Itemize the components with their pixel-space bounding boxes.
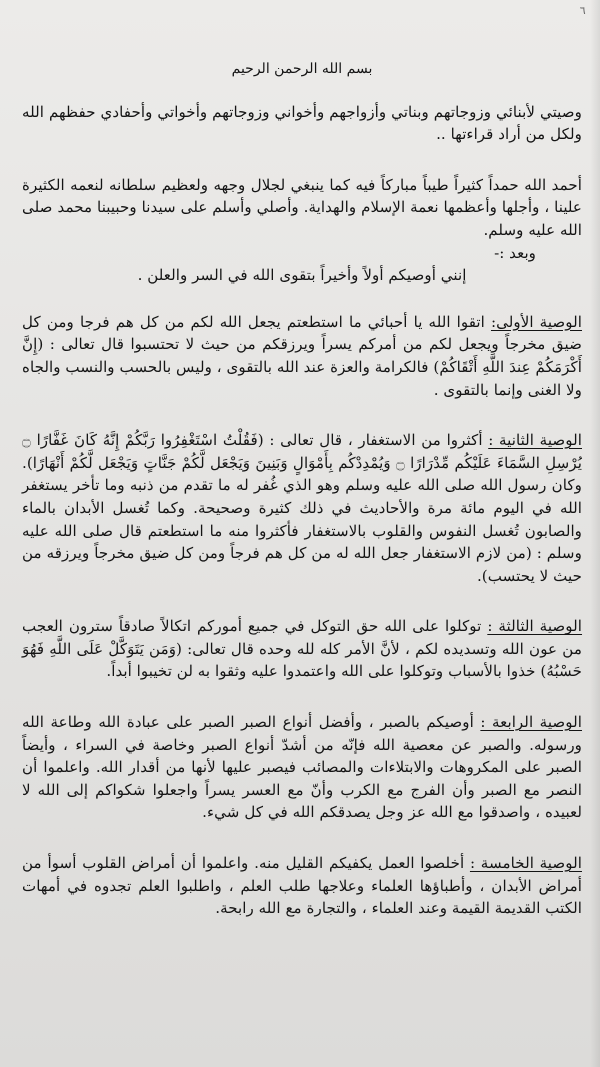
will-text	[22, 58, 582, 948]
advice-3	[22, 615, 582, 683]
wabaad-line: وبعد :-	[494, 243, 536, 262]
praise-text: أحمد الله حمداً كثيراً طيباً مباركاً فيه كما ينبغي لجلال وجهه ولعظيم سلطانه لنعمه الكثيرة علينا ، وأجلها وأعظمها نعمة الإسلام والهداية. وأصلي وأسلم على سيدنا وحبيبنا محمد صلى الله عليه وسلم.	[22, 175, 582, 239]
advice-text: أخلصوا العمل يكفيكم القليل منه. واعلموا أن أمراض القلوب أسوأ من أمراض الأبدان ، وأطباؤها العلماء وعلاجها طلب العلم ، واطلبوا العلم تجدوه في أمهات الكتب القديمة القيمة وعند العلماء ، والتجارة مع الله رابحة.	[22, 854, 582, 918]
page-number: ٦	[579, 4, 586, 17]
praise-paragraph	[22, 174, 582, 242]
advice-text: اتقوا الله يا أحبائي ما استطعتم يجعل الله لكم من كل هم فرجا ومن كل ضيق مخرجاً ويجعل لكم من أمركم يسراً ويرزقكم من حيث لا تحتسبوا قال تعالى : (إِنَّ أَكْرَمَكُمْ عِندَ اللَّهِ أَتْقَاكُمْ) فالكرامة والعزة عند الله بالتقوى ، وليس بالحسب والنسب والجاه ولا الغنى وإنما بالتقوى .	[22, 312, 582, 399]
page-edge-shadow	[590, 0, 600, 1067]
intro-text: وصيتي لأبنائي وزوجاتهم وبناتي وأزواجهم وأخواني وزوجاتهم وأخواتي وأحفادي حفظهم الله ولكل من أراد قراءتها ..	[22, 102, 582, 144]
intro-paragraph	[22, 101, 582, 146]
advice-text: أوصيكم بالصبر ، وأفضل أنواع الصبر الصبر على عبادة الله وطاعة الله ورسوله. والصبر عن معصية الله فإنّه من أشدّ أنواع الصبر وخاصة في السراء ، وأيضاً الصبر على المكروهات والابتلاءات والمصائب فيصبر عليها لأنها من أقدار الله. واعلموا أن النصر مع الصبر وأن الفرج مع الكرب وأنّ مع العسر يسراً واجعلوا شكواكم إلى الله لا لعبيده ، واصدقوا مع الله عز وجل يصدقكم الله في كل شيء.	[22, 713, 582, 822]
advice-2	[22, 429, 582, 587]
opening-line: إنني أوصيكم أولاً وأخيراً بتقوى الله في السر والعلن .	[137, 266, 467, 285]
basmala: بسم الله الرحمن الرحيم	[231, 61, 373, 77]
advice-title: الوصية الرابعة :	[480, 713, 582, 732]
advice-title: الوصية الخامسة :	[469, 854, 582, 873]
advice-title: الوصية الثالثة :	[487, 617, 583, 636]
advice-text: توكلوا على الله حق التوكل في جميع أموركم اتكالاً صادقاً سترون العجب من عون الله وتسديده لكم ، لأنَّ الأمر كله لله وحده قال تعالى: (وَمَن يَتَوَكَّلْ عَلَى اللَّهِ فَهُوَ حَسْبُهُ) خذوا بالأسباب وتوكلوا على الله واعتمدوا عليه وثقوا به لن تخيبوا أبداً.	[22, 617, 582, 681]
advice-4	[22, 711, 582, 824]
advice-title: الوصية الثانية :	[488, 431, 582, 450]
advice-1	[22, 311, 582, 401]
advice-title: الوصية الأولى:	[490, 312, 582, 331]
advice-5	[22, 852, 582, 920]
advice-text: أكثروا من الاستغفار ، قال تعالى : (فَقُلْتُ اسْتَغْفِرُوا رَبَّكُمْ إِنَّهُ كَانَ غَفَّارًا ۝ يُرْسِلِ السَّمَاءَ عَلَيْكُم مِّدْرَارًا ۝ وَيُمْدِدْكُم بِأَمْوَالٍ وَبَنِينَ وَيَجْعَل لَّكُمْ جَنَّاتٍ وَيَجْعَل لَّكُمْ أَنْهَارًا). وكان رسول الله صلى الله عليه وسلم وهو الذي غُفر له ما تقدم من ذنبه وما تأخر يستغفر الله في اليوم مائة مرة والأحاديث في ذلك كثيرة وصحيحة. وكما تُغسل الأبدان بالماء والصابون تُغسل النفوس والقلوب بالاستغفار فأكثروا منه ما استطعتم قال صلى الله عليه وسلم : (من لازم الاستغفار جعل الله له من كل هم فرجاً ومن كل ضيق مخرجاً ويرزقه من حيث لا يحتسب).	[22, 431, 582, 585]
